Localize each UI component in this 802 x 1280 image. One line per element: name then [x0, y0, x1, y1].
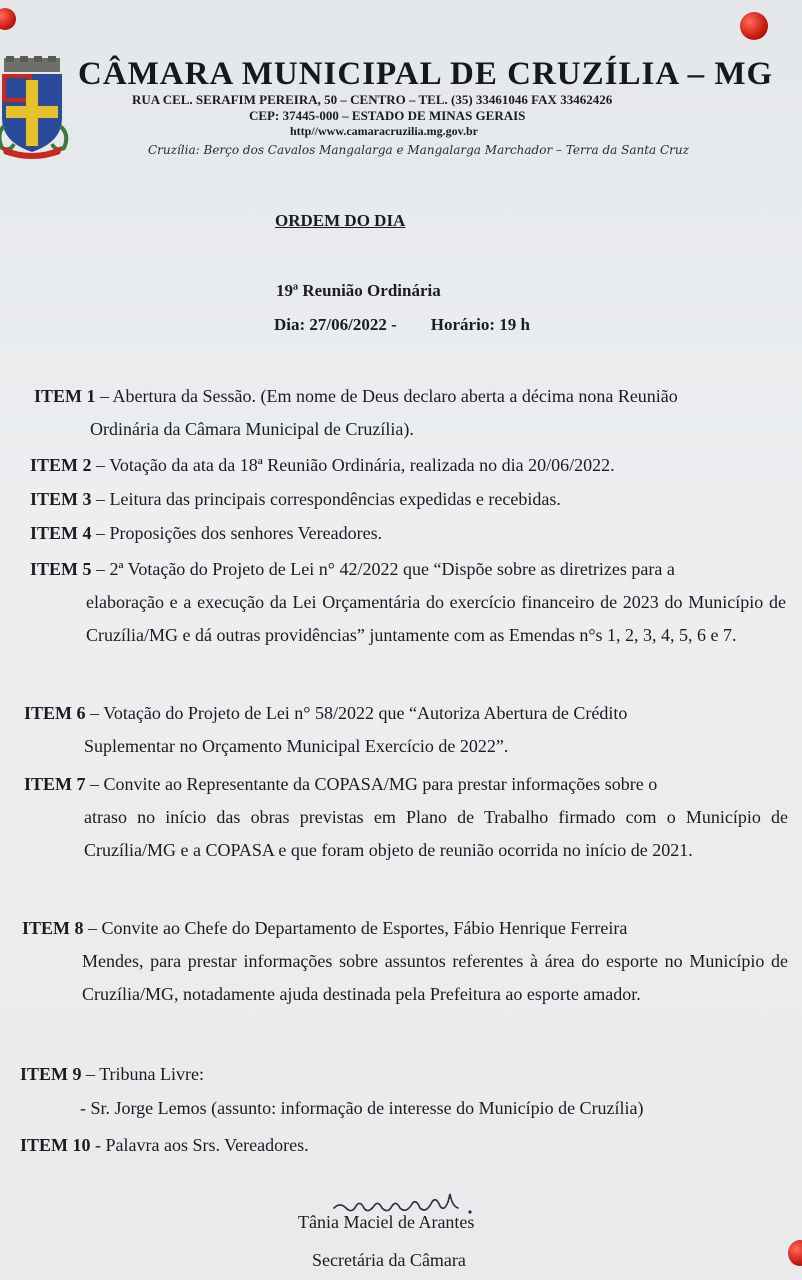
agenda-item-label: ITEM 10: [20, 1135, 91, 1155]
institution-motto: Cruzília: Berço dos Cavalos Mangalarga e Mangalarga Marchador – Terra da Santa Cruz: [148, 143, 689, 157]
agenda-item: [30, 553, 786, 652]
agenda-item-label: ITEM 4: [30, 523, 92, 543]
agenda-item: [30, 483, 790, 516]
agenda-item-label: ITEM 1: [34, 386, 96, 406]
meeting-name: 19ª Reunião Ordinária: [276, 281, 441, 300]
agenda-item: [20, 1129, 780, 1162]
agenda-item-continuation: Suplementar no Orçamento Municipal Exercício de 2022”.: [84, 736, 509, 756]
meeting-schedule: [274, 315, 530, 335]
agenda-item-text: – Leitura das principais correspondências expedidas e recebidas.: [91, 489, 561, 509]
agenda-item-label: ITEM 5: [30, 559, 92, 579]
agenda-item-text: – Votação da ata da 18ª Reunião Ordinária, realizada no dia 20/06/2022.: [91, 455, 615, 475]
agenda-item-text: – Votação do Projeto de Lei n° 58/2022 que “Autoriza Abertura de Crédito: [85, 703, 628, 723]
agenda-item-text: – Convite ao Representante da COPASA/MG para prestar informações sobre o: [85, 774, 658, 794]
agenda-item-continuation: Ordinária da Câmara Municipal de Cruzília).: [90, 419, 414, 439]
agenda-item-text: – Convite ao Chefe do Departamento de Esportes, Fábio Henrique Ferreira: [83, 918, 628, 938]
agenda-item-label: ITEM 7: [24, 774, 86, 794]
push-pin-icon: [788, 1240, 802, 1266]
signer-role: Secretária da Câmara: [312, 1250, 466, 1270]
agenda-item: [24, 697, 786, 763]
institution-website: http//www.camaracruzilia.mg.gov.br: [290, 124, 478, 138]
municipal-crest-icon: [0, 56, 70, 160]
agenda-item: [34, 380, 778, 446]
agenda-item-label: ITEM 2: [30, 455, 92, 475]
institution-address: RUA CEL. SERAFIM PEREIRA, 50 – CENTRO – TEL. (35) 33461046 FAX 33462426: [132, 92, 613, 107]
agenda-item-continuation: Mendes, para prestar informações sobre assuntos referentes à área do esporte no Município de Cruzília/MG, notadamente ajuda destinada pela Prefeitura ao esporte amador.: [82, 951, 788, 1004]
document-title: ORDEM DO DIA: [275, 211, 406, 230]
agenda-item-text: - Palavra aos Srs. Vereadores.: [90, 1135, 309, 1155]
meeting-time: Horário: 19 h: [430, 315, 530, 334]
agenda-item-text: – Abertura da Sessão. (Em nome de Deus declaro aberta a décima nona Reunião: [95, 386, 678, 406]
agenda-item-label: ITEM 9: [20, 1064, 82, 1084]
agenda-item-label: ITEM 6: [24, 703, 86, 723]
agenda-item-label: ITEM 3: [30, 489, 92, 509]
meeting-date: Dia: 27/06/2022 -: [274, 315, 397, 334]
agenda-item-label: ITEM 8: [22, 918, 84, 938]
agenda-item-text: – Tribuna Livre:: [81, 1064, 205, 1084]
push-pin-icon: [740, 12, 768, 40]
agenda-item: [30, 449, 790, 482]
agenda-subitem: - Sr. Jorge Lemos (assunto: informação de interesse do Município de Cruzília): [80, 1098, 644, 1118]
institution-cep: CEP: 37445-000 – ESTADO DE MINAS GERAIS: [249, 108, 526, 123]
agenda-item: [22, 912, 788, 1011]
signer-name: Tânia Maciel de Arantes: [298, 1212, 475, 1232]
agenda-item: [24, 768, 788, 867]
institution-title: CÂMARA MUNICIPAL DE CRUZÍLIA – MG: [78, 56, 774, 92]
push-pin-icon: [0, 8, 16, 30]
agenda-item-continuation: atraso no início das obras previstas em Plano de Trabalho firmado com o Município de Cruzília/MG e a COPASA e que foram objeto de reunião ocorrida no início de 2021.: [84, 807, 788, 860]
agenda-item: [30, 517, 790, 550]
agenda-item-continuation: elaboração e a execução da Lei Orçamentária do exercício financeiro de 2023 do Município de Cruzília/MG e dá outras providências” juntamente com as Emendas n°s 1, 2, 3, 4, 5, 6 e 7.: [86, 592, 786, 645]
agenda-item: [20, 1058, 780, 1091]
agenda-item-text: – 2ª Votação do Projeto de Lei n° 42/2022 que “Dispõe sobre as diretrizes para a: [91, 559, 675, 579]
agenda-item-text: – Proposições dos senhores Vereadores.: [91, 523, 383, 543]
